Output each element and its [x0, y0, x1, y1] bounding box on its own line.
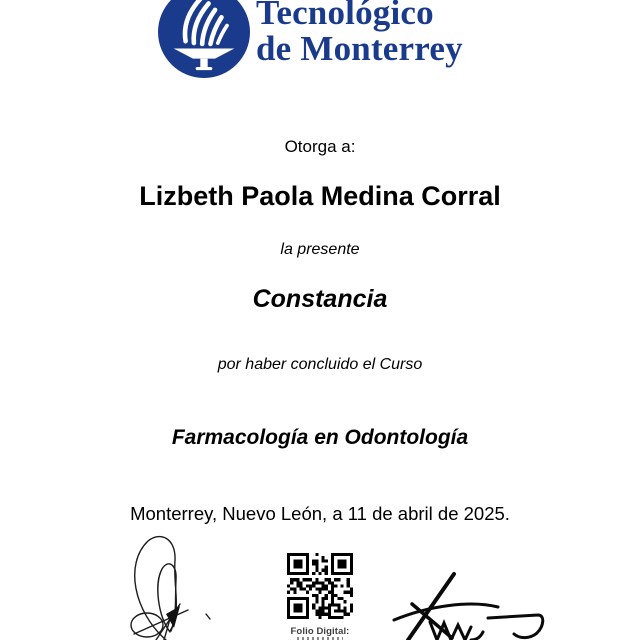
document-type-title: Constancia [252, 285, 388, 313]
place-date-line: Monterrey, Nuevo León, a 11 de abril de 2025. [130, 503, 510, 524]
completion-label: por haber concluido el Curso [217, 356, 423, 373]
institution-wordmark [256, 0, 463, 67]
signature-scribble-icon [120, 528, 230, 640]
tec-flame-torch-icon [158, 0, 250, 78]
grant-label: Otorga a: [284, 137, 356, 156]
signature-scribble-icon [392, 556, 548, 640]
institution-name-line2: de Monterrey [256, 29, 463, 68]
folio-digital-label: Folio Digital: [290, 626, 350, 637]
qr-code [287, 553, 353, 619]
presente-label: la presente [280, 241, 360, 258]
recipient-name: Lizbeth Paola Medina Corral [139, 181, 501, 211]
course-name: Farmacología en Odontología [171, 426, 469, 449]
institution-name-line1: Tecnológico [256, 0, 434, 32]
